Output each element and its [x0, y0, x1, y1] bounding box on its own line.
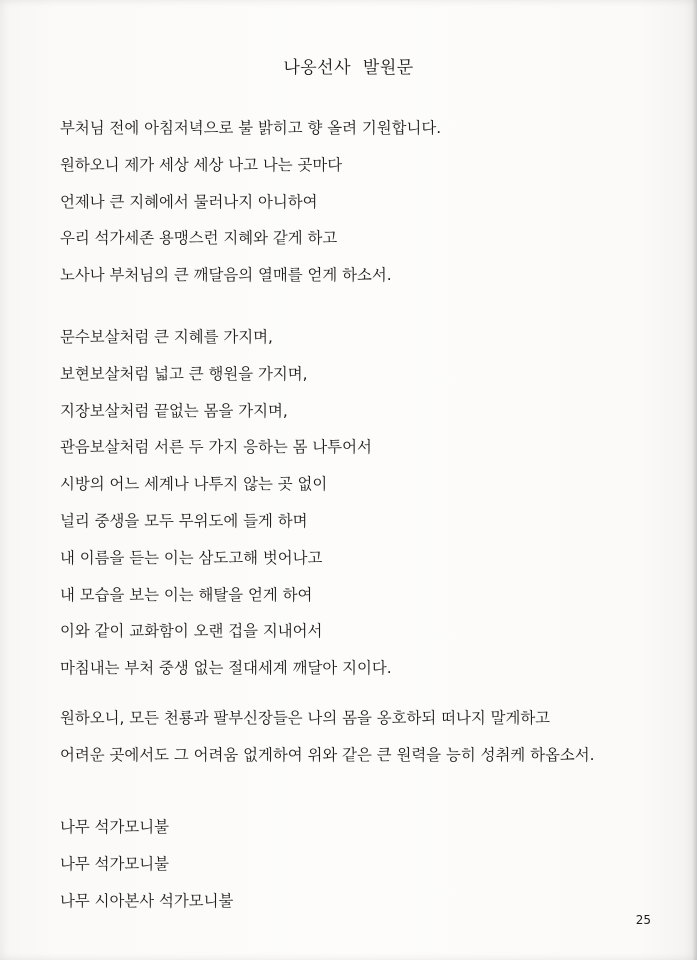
stanza-4: [60, 815, 660, 925]
text-line: 보현보살처럼 넓고 큰 행원을 가지며,: [60, 364, 308, 383]
text-line: 시방의 어느 세계나 나투지 않는 곳 없이: [60, 475, 328, 494]
text-line: 마침내는 부처 중생 없는 절대세계 깨달아 지이다.: [60, 659, 392, 678]
text-line: 나무 석가모니불: [60, 818, 169, 836]
text-line: 나무 시아본사 석가모니불: [60, 891, 234, 910]
text-line: 지장보살처럼 끝없는 몸을 가지며,: [60, 401, 288, 420]
text-line: 원하오니, 모든 천룡과 팔부신장들은 나의 몸을 옹호하되 떠나지 말게하고: [60, 709, 551, 727]
text-line: 원하오니 제가 세상 세상 나고 나는 곳마다: [60, 155, 343, 174]
text-line: 언제나 큰 지혜에서 물러나지 아니하여: [60, 192, 318, 211]
stanza-3: [60, 706, 660, 780]
stanza-2: [60, 325, 660, 693]
text-line: 나무 석가모니불: [60, 854, 169, 873]
text-line: 널리 중생을 모두 무위도에 들게 하며: [60, 511, 308, 530]
text-line: 내 이름을 듣는 이는 삼도고해 벗어나고: [60, 548, 323, 567]
text-line: 내 모습을 보는 이는 해탈을 얻게 하여: [60, 585, 313, 604]
text-line: 이와 같이 교화함이 오랜 겁을 지내어서: [60, 622, 323, 641]
page-title: 나옹선사 발원문: [283, 58, 414, 78]
text-line: 노사나 부처님의 큰 깨달음의 열매를 얻게 하소서.: [60, 266, 392, 285]
stanza-1: [60, 116, 660, 300]
text-line: 우리 석가세존 용맹스런 지혜와 같게 하고: [60, 229, 338, 248]
text-line: 부처님 전에 아침저녁으로 불 밝히고 향 올려 기원합니다.: [60, 119, 442, 137]
text-line: 어려운 곳에서도 그 어려움 없게하여 위와 같은 큰 원력을 능히 성취케 하옵소서.: [60, 745, 595, 764]
text-line: 관음보살처럼 서른 두 가지 응하는 몸 나투어서: [60, 438, 372, 457]
text-line: 문수보살처럼 큰 지혜를 가지며,: [60, 328, 273, 346]
page-number: 25: [635, 913, 651, 927]
